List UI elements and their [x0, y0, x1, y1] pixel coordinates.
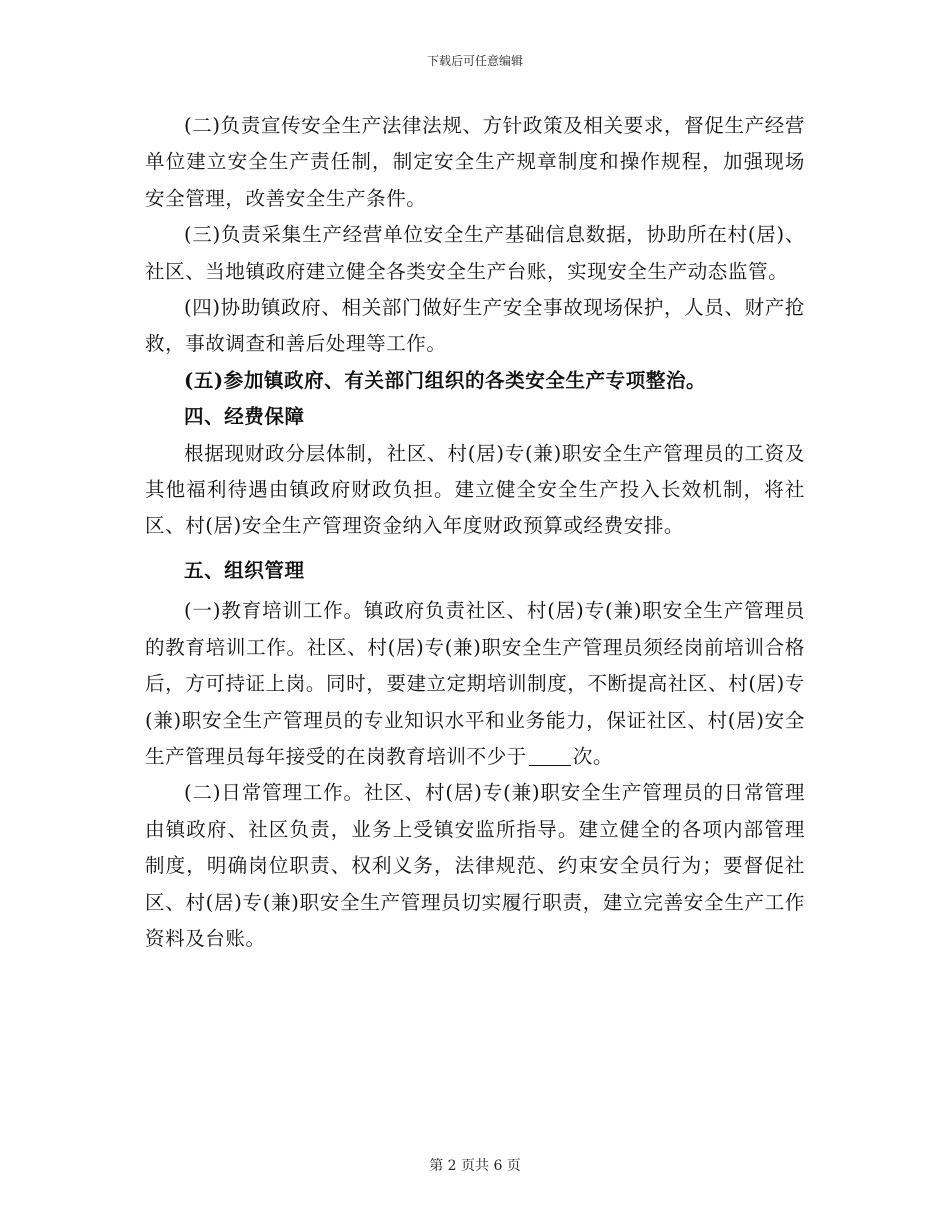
page-number: 第 2 页共 6 页 — [429, 1158, 521, 1174]
section-heading-funding: 四、经费保障 — [184, 405, 305, 429]
paragraph-duty-5: (五)参加镇政府、有关部门组织的各类安全生产专项整治。 — [184, 368, 707, 392]
paragraph-duty-3: (三)负责采集生产经营单位安全生产基础信息数据，协助所在村(居)、社区、当地镇政府建立健全各类安全生产台账，实现安全生产动态监管。 — [145, 223, 805, 283]
training-text-end: 次。 — [572, 744, 614, 768]
paragraph-duty-4: (四)协助镇政府、相关部门做好生产安全事故现场保护，人员、财产抢救，事故调查和善后处理等工作。 — [145, 296, 805, 356]
section-heading-management: 五、组织管理 — [184, 558, 305, 582]
header-note: 下载后可任意编辑 — [426, 54, 523, 68]
paragraph-training — [145, 593, 805, 775]
training-text: (一)教育培训工作。镇政府负责社区、村(居)专(兼)职安全生产管理员的教育培训工作。社区、村(居)专(兼)职安全生产管理员须经岗前培训合格后，方可持证上岗。同时，要建立定期培训制度，不断提高社区、村(居)专(兼)职安全生产管理员的专业知识水平和业务能力，保证社区、村(居)安全生产管理员每年接受的在岗教育培训不少于 — [145, 599, 805, 768]
paragraph-daily-management: (二)日常管理工作。社区、村(居)专(兼)职安全生产管理员的日常管理由镇政府、社区负责，业务上受镇安监所指导。建立健全的各项内部管理制度，明确岗位职责、权利义务，法律规范、约束安全员行为；要督促社区、村(居)专(兼)职安全生产管理员切实履行职责，建立完善安全生产工作资料及台账。 — [145, 781, 805, 950]
document-body — [145, 108, 805, 957]
paragraph-funding: 根据现财政分层体制，社区、村(居)专(兼)职安全生产管理员的工资及其他福利待遇由镇政府财政负担。建立健全安全生产投入长效机制，将社区、村(居)安全生产管理资金纳入年度财政预算或经费安排。 — [145, 441, 805, 538]
fill-in-blank — [529, 745, 571, 766]
paragraph-duty-2: (二)负责宣传安全生产法律法规、方针政策及相关要求，督促生产经营单位建立安全生产责任制，制定安全生产规章制度和操作规程，加强现场安全管理，改善安全生产条件。 — [145, 114, 805, 210]
